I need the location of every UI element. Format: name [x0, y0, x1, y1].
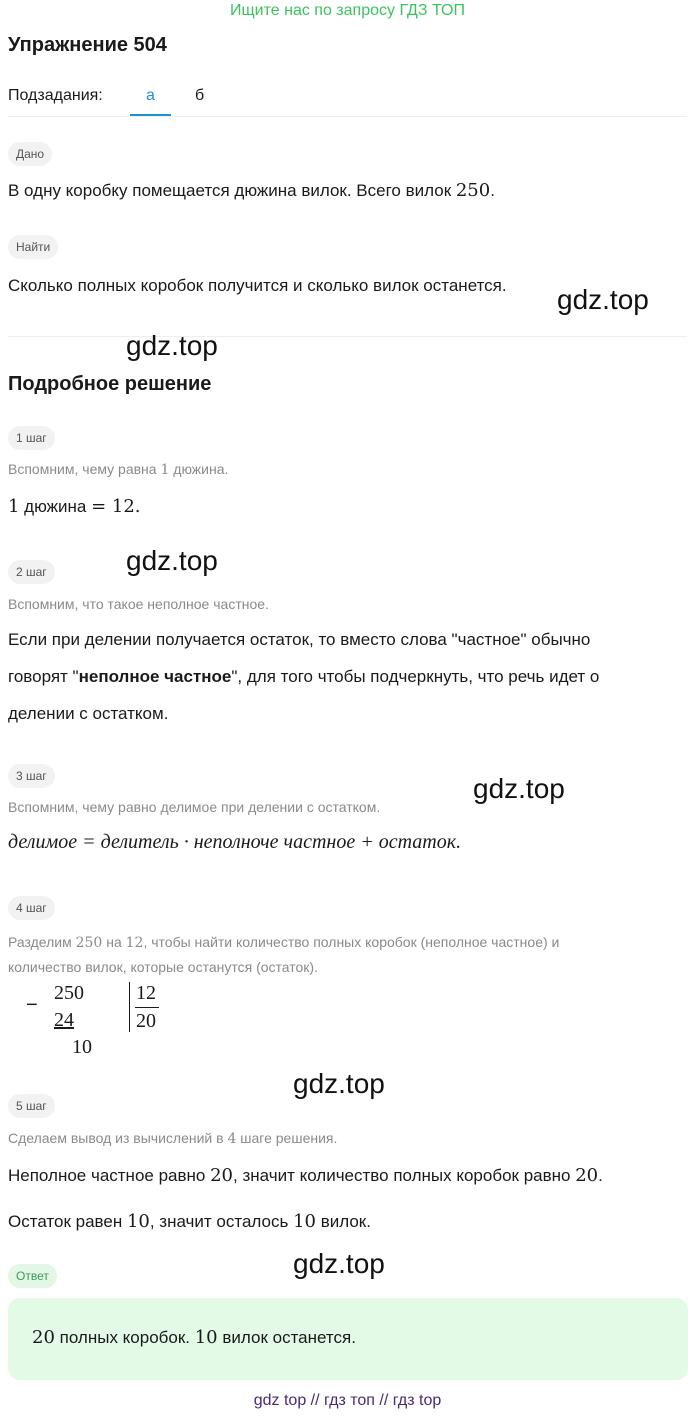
step-3-badge — [8, 764, 55, 788]
step-5-quotient: 20 — [210, 1165, 233, 1186]
subtrahend: 24 — [54, 1009, 74, 1031]
step-5-pill: 5 шаг — [8, 1094, 55, 1118]
answer-pill: Ответ — [8, 1264, 57, 1288]
step-1-hint — [8, 461, 228, 478]
given-number: 250 — [455, 180, 491, 201]
step-5-boxes: 20 — [575, 1165, 599, 1186]
footer-link-gdz-top-ru[interactable]: гдз топ — [324, 1392, 375, 1409]
step-1-badge — [8, 426, 55, 450]
given-text — [8, 180, 495, 201]
subtasks-label: Подзадания: — [8, 87, 103, 104]
step-5-line-2 — [8, 1211, 371, 1232]
footer-link-gdz-top[interactable]: gdz top — [253, 1392, 307, 1409]
watermark: gdz.top — [126, 330, 218, 361]
step-5-text: , значит количество полных коробок равно — [233, 1166, 576, 1185]
step-5-text: Остаток равен — [8, 1212, 127, 1231]
step-5-forks: 10 — [293, 1211, 316, 1232]
remainder: 10 — [72, 1036, 92, 1058]
step-5-remainder: 10 — [126, 1211, 150, 1232]
step-4-hint — [8, 930, 688, 979]
watermark: gdz.top — [126, 545, 218, 576]
step-5-hint-number: 4 — [227, 1131, 237, 1147]
watermark: gdz.top — [293, 1068, 385, 1099]
step-1-hint-end: дюжина. — [169, 461, 229, 477]
minus-sign: − — [26, 994, 38, 1016]
footer-separator: // — [310, 1392, 320, 1409]
step-2-badge — [8, 560, 55, 584]
step-5-line-1 — [8, 1165, 603, 1186]
step-1-equation: = 12. — [91, 496, 141, 517]
footer-links — [0, 1392, 695, 1410]
watermark: gdz.top — [293, 1248, 385, 1279]
step-5-text: , значит осталось — [149, 1212, 294, 1231]
step-1-result — [8, 496, 141, 517]
step-2-line-2-start: говорят " — [8, 667, 79, 686]
given-pill: Дано — [8, 142, 52, 166]
step-2-line-1: Если при делении получается остаток, то вместо слова "частное" обычно — [8, 630, 591, 649]
step-4-hint-line-2: количество вилок, которые останутся (остаток). — [8, 959, 318, 975]
step-1-hint-number: 1 — [160, 462, 170, 478]
answer-box — [8, 1298, 688, 1380]
answer-text-end: вилок останется. — [217, 1328, 356, 1347]
footer-link-gdz-top-mixed[interactable]: гдз top — [392, 1392, 442, 1409]
step-3-formula: делимое = делитель · неполноче частное + остаток. — [8, 831, 462, 853]
step-2-line-2 — [8, 658, 688, 695]
answer-badge — [8, 1264, 57, 1288]
answer-forks: 10 — [194, 1327, 218, 1348]
tab-b[interactable]: б — [195, 87, 205, 104]
step-4-pill: 4 шаг — [8, 896, 55, 920]
search-banner: Ищите нас по запросу ГДЗ ТОП — [230, 2, 465, 19]
quotient: 20 — [136, 1010, 156, 1032]
long-division — [8, 980, 208, 1060]
step-5-text: Неполное частное равно — [8, 1166, 211, 1185]
step-5-hint — [8, 1130, 337, 1147]
dividend: 250 — [54, 982, 84, 1004]
answer-boxes: 20 — [32, 1327, 55, 1348]
step-5-text: вилок. — [315, 1212, 371, 1231]
step-2-bold-term: неполное частное — [78, 667, 232, 686]
given-text-part: В одну коробку помещается дюжина вилок. Всего вилок — [8, 181, 456, 200]
step-5-hint-text: Сделаем вывод из вычислений в — [8, 1130, 228, 1146]
step-1-number: 1 — [8, 496, 20, 517]
step-5-badge — [8, 1094, 55, 1118]
footer-separator: // — [379, 1392, 389, 1409]
step-5-text: . — [598, 1166, 603, 1185]
section-divider — [8, 336, 687, 337]
divisor: 12 — [136, 982, 156, 1004]
solution-title: Подробное решение — [8, 373, 212, 395]
tabs-divider — [8, 116, 687, 117]
step-4-hint-text: на — [102, 934, 126, 950]
step-1-pill: 1 шаг — [8, 426, 55, 450]
watermark: gdz.top — [557, 284, 649, 315]
step-4-divisor-ref: 12 — [125, 935, 144, 951]
given-text-end: . — [490, 181, 495, 200]
find-badge — [8, 235, 58, 259]
division-horizontal-line — [135, 1007, 159, 1008]
given-badge — [8, 142, 52, 166]
tab-a[interactable]: а — [146, 87, 155, 104]
step-5-hint-end: шаге решения. — [236, 1130, 338, 1146]
exercise-title: Упражнение 504 — [8, 34, 167, 56]
step-4-badge — [8, 896, 55, 920]
step-2-pill: 2 шаг — [8, 560, 55, 584]
division-vertical-line — [129, 982, 130, 1032]
step-4-hint-line-1 — [8, 930, 688, 955]
step-1-word: дюжина — [19, 497, 92, 516]
step-4-hint-text: Разделим — [8, 934, 76, 950]
find-pill: Найти — [8, 235, 58, 259]
answer-text-part: полных коробок. — [54, 1328, 195, 1347]
step-2-hint: Вспомним, что такое неполное частное. — [8, 596, 269, 612]
step-2-line-2-end: ", для того чтобы подчеркнуть, что речь идет о — [231, 667, 600, 686]
watermark: gdz.top — [473, 773, 565, 804]
step-3-hint: Вспомним, чему равно делимое при делении с остатком. — [8, 799, 381, 815]
step-4-hint-text: , чтобы найти количество полных коробок (неполное частное) и — [143, 934, 560, 950]
answer-text — [32, 1327, 356, 1348]
step-3-pill: 3 шаг — [8, 764, 55, 788]
step-1-hint-text: Вспомним, чему равна — [8, 461, 161, 477]
find-text: Сколько полных коробок получится и сколько вилок останется. — [8, 276, 507, 295]
step-2-paragraph — [8, 621, 688, 732]
step-4-dividend-ref: 250 — [75, 935, 103, 951]
step-2-line-3: делении с остатком. — [8, 704, 169, 723]
